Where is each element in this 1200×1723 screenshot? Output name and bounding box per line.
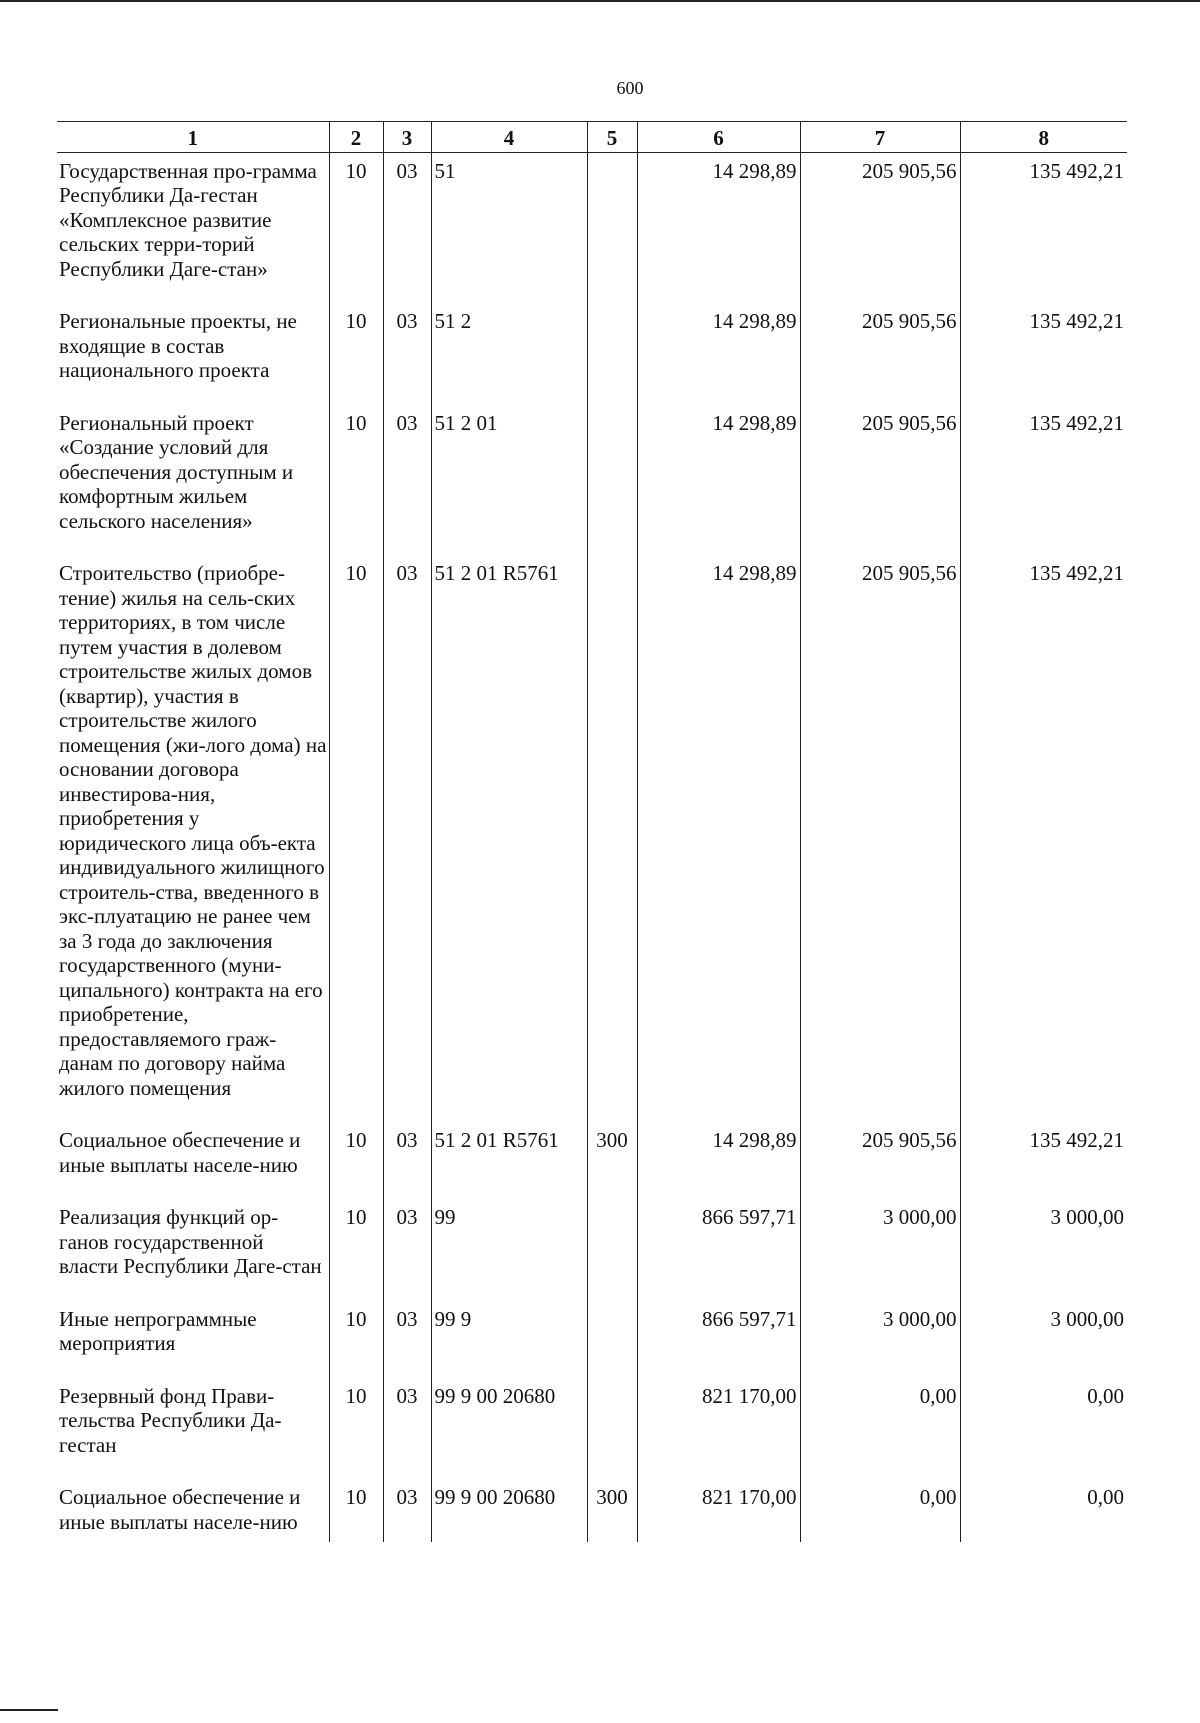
- header-col-2: 2: [329, 122, 383, 153]
- row-amount-6: 821 170,00: [637, 1479, 800, 1542]
- row-expense-type: [587, 555, 637, 1122]
- row-expense-type: [587, 405, 637, 556]
- table-row: [57, 1301, 1127, 1378]
- row-subsection: 03: [383, 303, 431, 405]
- header-col-1: 1: [57, 122, 329, 153]
- row-amount-6: 866 597,71: [637, 1199, 800, 1301]
- row-subsection: 03: [383, 1122, 431, 1199]
- row-target-code: 51 2 01 R5761: [431, 555, 587, 1122]
- row-amount-7: 205 905,56: [800, 405, 960, 556]
- header-col-5: 5: [587, 122, 637, 153]
- row-subsection: 03: [383, 555, 431, 1122]
- top-rule: [0, 0, 1200, 2]
- table-row: [57, 555, 1127, 1122]
- row-subsection: 03: [383, 405, 431, 556]
- row-target-code: 99 9: [431, 1301, 587, 1378]
- table-row: [57, 1199, 1127, 1301]
- row-amount-7: 205 905,56: [800, 303, 960, 405]
- table-row: [57, 405, 1127, 556]
- bottom-edge-mark: [0, 1709, 58, 1711]
- row-section: 10: [329, 555, 383, 1122]
- budget-table: [57, 121, 1127, 1542]
- row-amount-8: 135 492,21: [960, 555, 1127, 1122]
- row-target-code: 51: [431, 152, 587, 303]
- row-amount-7: 0,00: [800, 1479, 960, 1542]
- row-name: Социальное обеспечение и иные выплаты населе-нию: [59, 1128, 301, 1177]
- table-row: [57, 1122, 1127, 1199]
- row-amount-8: 3 000,00: [960, 1199, 1127, 1301]
- row-amount-6: 14 298,89: [637, 1122, 800, 1199]
- row-amount-8: 135 492,21: [960, 1122, 1127, 1199]
- row-amount-7: 3 000,00: [800, 1199, 960, 1301]
- row-section: 10: [329, 1479, 383, 1542]
- row-expense-type: [587, 152, 637, 303]
- row-amount-6: 14 298,89: [637, 405, 800, 556]
- row-expense-type: [587, 303, 637, 405]
- row-section: 10: [329, 1122, 383, 1199]
- page-number: 600: [616, 78, 644, 98]
- row-name: Государственная про-грамма Республики Да-гестан «Комплексное развитие сельских терри-торий Республики Даге-стан»: [59, 158, 317, 281]
- table-row: [57, 152, 1127, 303]
- table-row: [57, 303, 1127, 405]
- header-row: [57, 122, 1127, 153]
- header-col-7: 7: [800, 122, 960, 153]
- row-section: 10: [329, 405, 383, 556]
- row-amount-8: 135 492,21: [960, 303, 1127, 405]
- row-amount-7: 0,00: [800, 1378, 960, 1480]
- row-amount-8: 3 000,00: [960, 1301, 1127, 1378]
- row-expense-type: [587, 1378, 637, 1480]
- row-expense-type: 300: [587, 1122, 637, 1199]
- row-amount-6: 821 170,00: [637, 1378, 800, 1480]
- row-name: Региональный проект «Создание условий для обеспечения доступным и комфортным жильем сельского населения»: [59, 410, 294, 533]
- row-amount-6: 866 597,71: [637, 1301, 800, 1378]
- row-amount-6: 14 298,89: [637, 303, 800, 405]
- row-subsection: 03: [383, 1301, 431, 1378]
- row-amount-7: 205 905,56: [800, 152, 960, 303]
- row-amount-7: 205 905,56: [800, 1122, 960, 1199]
- header-col-4: 4: [431, 122, 587, 153]
- row-section: 10: [329, 1378, 383, 1480]
- row-target-code: 51 2 01 R5761: [431, 1122, 587, 1199]
- row-amount-6: 14 298,89: [637, 152, 800, 303]
- header-col-3: 3: [383, 122, 431, 153]
- row-name: Строительство (приобре-тение) жилья на сель-ских территориях, в том числе путем участия в долевом строительстве жилых домов (квартир), участия в строительстве жилого помещения (жи-лого дома) на основании договора инвестирова-ния, приобретения у юридического лица объ-екта индивидуального жилищного строитель-ства, введенного в экс-плуатацию не ранее чем за 3 года до заключения государственного (муни-ципального) контракта на его приобретение, предоставляемого граж-данам по договору найма жилого помещения: [59, 561, 327, 1100]
- row-section: 10: [329, 1199, 383, 1301]
- row-section: 10: [329, 303, 383, 405]
- row-subsection: 03: [383, 1378, 431, 1480]
- table-row: [57, 1378, 1127, 1480]
- row-amount-8: 0,00: [960, 1378, 1127, 1480]
- row-expense-type: 300: [587, 1479, 637, 1542]
- row-expense-type: [587, 1199, 637, 1301]
- row-name: Социальное обеспечение и иные выплаты населе-нию: [59, 1485, 301, 1534]
- budget-table-container: [57, 121, 1127, 1542]
- row-name: Реализация функций ор-ганов государственной власти Республики Даге-стан: [59, 1205, 322, 1278]
- row-amount-7: 3 000,00: [800, 1301, 960, 1378]
- table-row: [57, 1479, 1127, 1542]
- row-amount-8: 135 492,21: [960, 152, 1127, 303]
- row-amount-7: 205 905,56: [800, 555, 960, 1122]
- row-target-code: 51 2 01: [431, 405, 587, 556]
- row-target-code: 99 9 00 20680: [431, 1479, 587, 1542]
- row-amount-6: 14 298,89: [637, 555, 800, 1122]
- row-subsection: 03: [383, 1479, 431, 1542]
- header-col-6: 6: [637, 122, 800, 153]
- row-expense-type: [587, 1301, 637, 1378]
- row-target-code: 99 9 00 20680: [431, 1378, 587, 1480]
- row-name: Резервный фонд Прави-тельства Республики Да-гестан: [59, 1383, 282, 1457]
- row-amount-8: 135 492,21: [960, 405, 1127, 556]
- row-subsection: 03: [383, 1199, 431, 1301]
- row-name: Иные непрограммные мероприятия: [59, 1306, 257, 1355]
- row-section: 10: [329, 152, 383, 303]
- row-amount-8: 0,00: [960, 1479, 1127, 1542]
- row-target-code: 51 2: [431, 303, 587, 405]
- row-target-code: 99: [431, 1199, 587, 1301]
- row-section: 10: [329, 1301, 383, 1378]
- row-subsection: 03: [383, 152, 431, 303]
- header-col-8: 8: [960, 122, 1127, 153]
- row-name: Региональные проекты, не входящие в состав национального проекта: [59, 309, 297, 382]
